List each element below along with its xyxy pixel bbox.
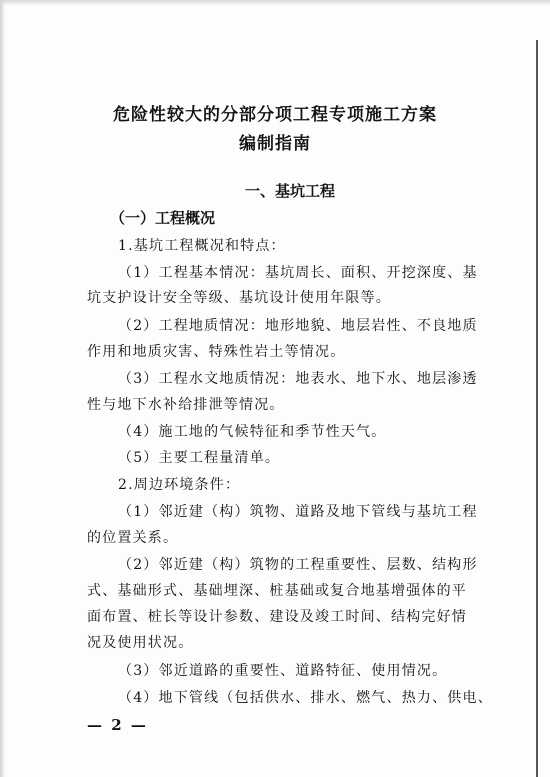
body-line: 2.周边环境条件： (118, 477, 241, 493)
document-title-line1: 危险性较大的分部分项工程专项施工方案 (113, 105, 437, 125)
body-line: 性与地下水补给排泄等情况。 (87, 397, 285, 413)
body-line: （2）工程地质情况：地形地貌、地层岩性、不良地质 (118, 318, 478, 334)
body-line: （3）邻近道路的重要性、道路特征、使用情况。 (118, 663, 448, 679)
body-line: 1.基坑工程概况和特点： (118, 238, 286, 254)
body-line: 式、基础形式、基础埋深、桩基础或复合地基增强体的平 (87, 583, 467, 599)
body-line: （1）邻近建（构）筑物、道路及地下管线与基坑工程 (118, 504, 478, 520)
body-line: 坑支护设计安全等级、基坑设计使用年限等。 (87, 290, 391, 306)
body-line: （4）地下管线（包括供水、排水、燃气、热力、供电、 (118, 690, 493, 706)
document-title-line2: 编制指南 (239, 134, 311, 154)
scan-shadow-top (0, 0, 550, 6)
section-heading: 一、基坑工程 (245, 182, 336, 200)
body-line: （5）主要工程量清单。 (118, 450, 281, 466)
body-line: （4）施工地的气候特征和季节性天气。 (118, 424, 387, 440)
body-line: 况及使用状况。 (87, 635, 194, 651)
body-line: 的位置关系。 (87, 530, 179, 546)
body-line: 面布置、桩长等设计参数、建设及竣工时间、结构完好情 (87, 609, 467, 625)
body-line: 作用和地质灾害、特殊性岩土等情况。 (87, 344, 346, 360)
subsection-heading: （一）工程概况 (110, 209, 216, 227)
body-line: （2）邻近建（构）筑物的工程重要性、层数、结构形 (118, 557, 478, 573)
body-line: （1）工程基本情况：基坑周长、面积、开挖深度、基 (118, 265, 478, 281)
page-number: — 2 — (87, 716, 148, 734)
body-line: （3）工程水文地质情况：地表水、地下水、地层渗透 (118, 371, 478, 387)
